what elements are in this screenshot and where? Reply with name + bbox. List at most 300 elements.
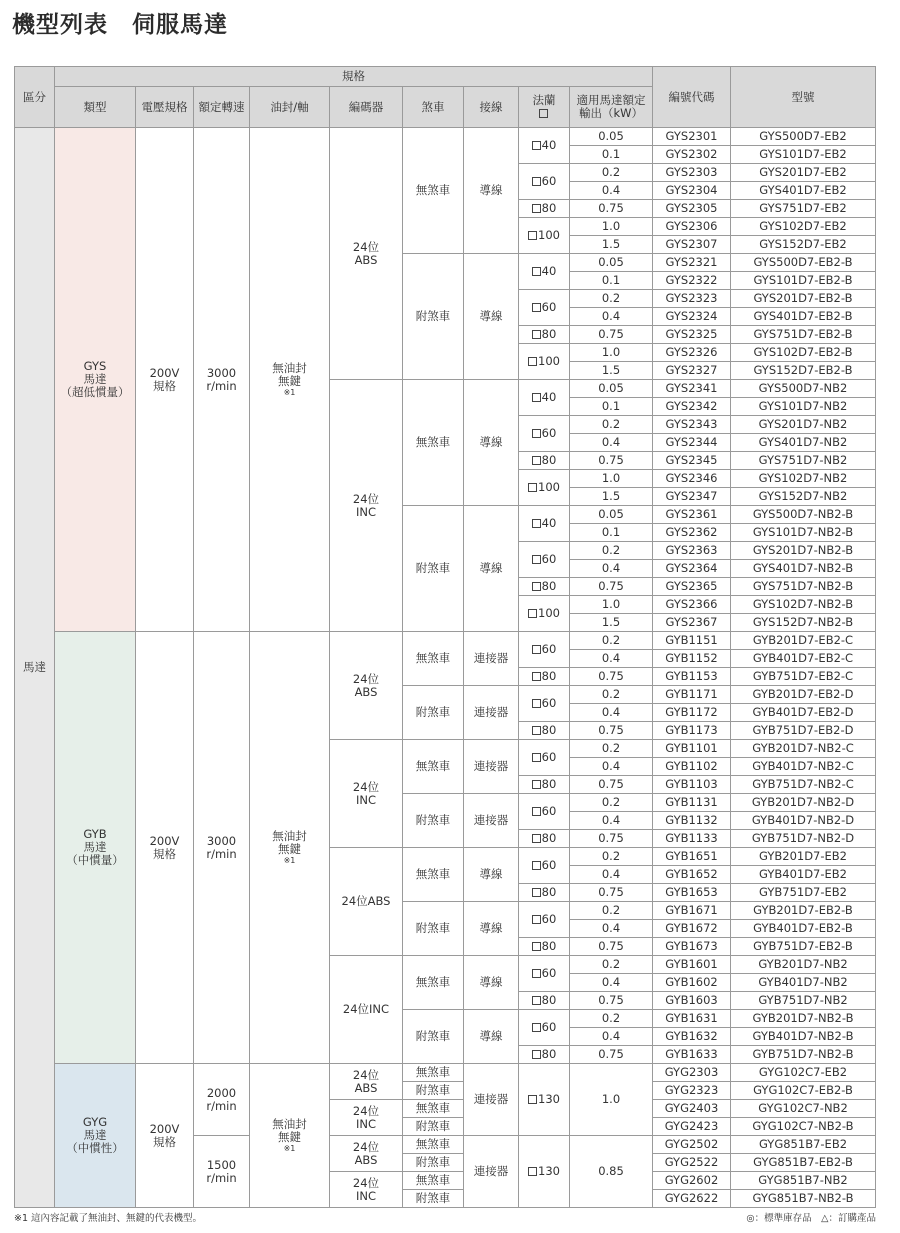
checkbox-square-icon — [532, 456, 541, 465]
oilseal-gys: 無油封 無鍵 ※1 — [250, 128, 330, 632]
code-cell: GYB1672 — [653, 920, 731, 938]
checkbox-square-icon — [532, 429, 541, 438]
model-cell: GYG102C7-NB2 — [731, 1100, 876, 1118]
checkbox-square-icon — [532, 267, 541, 276]
encoder-cell: 24位 INC — [330, 1172, 403, 1208]
header-code: 編號代碼 — [653, 67, 731, 128]
model-cell: GYS401D7-EB2-B — [731, 308, 876, 326]
code-cell: GYB1102 — [653, 758, 731, 776]
wiring-cell: 連接器 — [464, 794, 519, 848]
wiring-cell: 連接器 — [464, 740, 519, 794]
flange-cell: 60 — [519, 740, 570, 776]
checkbox-square-icon — [532, 177, 541, 186]
kw-cell: 0.4 — [570, 560, 653, 578]
flange-cell: 60 — [519, 794, 570, 830]
kw-cell: 0.4 — [570, 920, 653, 938]
checkbox-square-icon — [532, 834, 541, 843]
checkbox-square-icon — [532, 726, 541, 735]
model-cell: GYS152D7-EB2-B — [731, 362, 876, 380]
model-cell: GYS101D7-NB2-B — [731, 524, 876, 542]
header-wiring: 接線 — [464, 87, 519, 128]
model-cell: GYG851B7-EB2 — [731, 1136, 876, 1154]
checkbox-square-icon — [532, 753, 541, 762]
model-cell: GYB201D7-NB2-D — [731, 794, 876, 812]
code-cell: GYS2302 — [653, 146, 731, 164]
code-cell: GYB1133 — [653, 830, 731, 848]
code-cell: GYS2307 — [653, 236, 731, 254]
code-cell: GYG2323 — [653, 1082, 731, 1100]
wiring-cell: 導線 — [464, 1010, 519, 1064]
code-cell: GYS2362 — [653, 524, 731, 542]
model-cell: GYB751D7-NB2-C — [731, 776, 876, 794]
voltage-gyg: 200V 規格 — [136, 1064, 194, 1208]
brake-cell: 無煞車 — [403, 848, 464, 902]
kw-cell: 0.85 — [570, 1136, 653, 1208]
kw-cell: 0.1 — [570, 146, 653, 164]
model-cell: GYS201D7-NB2 — [731, 416, 876, 434]
brake-cell: 附煞車 — [403, 506, 464, 632]
model-cell: GYB401D7-NB2-B — [731, 1028, 876, 1046]
encoder-abs: 24位ABS — [330, 848, 403, 956]
flange-cell: 80 — [519, 776, 570, 794]
brake-cell: 無煞車 — [403, 740, 464, 794]
code-cell: GYG2602 — [653, 1172, 731, 1190]
flange-cell: 80 — [519, 938, 570, 956]
model-cell: GYB751D7-NB2 — [731, 992, 876, 1010]
code-cell: GYB1153 — [653, 668, 731, 686]
kw-cell: 0.4 — [570, 1028, 653, 1046]
header-type: 類型 — [55, 87, 136, 128]
brake-cell: 無煞車 — [403, 1100, 464, 1118]
model-cell: GYB401D7-EB2-D — [731, 704, 876, 722]
kw-cell: 0.05 — [570, 128, 653, 146]
wiring-cell: 連接器 — [464, 1136, 519, 1208]
code-cell: GYG2303 — [653, 1064, 731, 1082]
brake-cell: 附煞車 — [403, 902, 464, 956]
encoder-cell: 24位 ABS — [330, 1064, 403, 1100]
model-cell: GYS500D7-NB2 — [731, 380, 876, 398]
code-cell: GYS2323 — [653, 290, 731, 308]
table-row — [15, 1064, 876, 1082]
brake-cell: 附煞車 — [403, 254, 464, 380]
flange-cell: 60 — [519, 848, 570, 884]
checkbox-square-icon — [532, 861, 541, 870]
encoder-abs: 24位 ABS — [330, 632, 403, 740]
flange-cell: 80 — [519, 326, 570, 344]
kw-cell: 0.2 — [570, 794, 653, 812]
code-cell: GYG2403 — [653, 1100, 731, 1118]
checkbox-square-icon — [532, 915, 541, 924]
wiring-cell: 導線 — [464, 380, 519, 506]
model-cell: GYS401D7-NB2-B — [731, 560, 876, 578]
code-cell: GYB1651 — [653, 848, 731, 866]
wiring-cell: 導線 — [464, 848, 519, 902]
flange-cell: 60 — [519, 686, 570, 722]
model-cell: GYB751D7-EB2-B — [731, 938, 876, 956]
checkbox-square-icon — [532, 1050, 541, 1059]
brake-cell: 無煞車 — [403, 1172, 464, 1190]
model-cell: GYB201D7-EB2 — [731, 848, 876, 866]
voltage-gyb: 200V 規格 — [136, 632, 194, 1064]
kw-cell: 0.2 — [570, 740, 653, 758]
model-table — [14, 66, 876, 1208]
code-cell: GYS2345 — [653, 452, 731, 470]
kw-cell: 0.2 — [570, 290, 653, 308]
page-title: 機型列表 伺服馬達 — [12, 12, 228, 38]
kw-cell: 0.1 — [570, 272, 653, 290]
flange-cell: 80 — [519, 722, 570, 740]
model-cell: GYS102D7-EB2 — [731, 218, 876, 236]
kw-cell: 0.1 — [570, 524, 653, 542]
code-cell: GYS2341 — [653, 380, 731, 398]
kw-cell: 0.4 — [570, 308, 653, 326]
model-cell: GYS751D7-EB2 — [731, 200, 876, 218]
model-cell: GYS401D7-EB2 — [731, 182, 876, 200]
code-cell: GYS2327 — [653, 362, 731, 380]
checkbox-square-icon — [532, 1023, 541, 1032]
code-cell: GYS2363 — [653, 542, 731, 560]
checkbox-square-icon — [532, 141, 541, 150]
speed-gys: 3000 r/min — [194, 128, 250, 632]
kw-cell: 0.2 — [570, 542, 653, 560]
flange-cell: 60 — [519, 416, 570, 452]
code-cell: GYS2325 — [653, 326, 731, 344]
checkbox-square-icon — [532, 330, 541, 339]
code-cell: GYB1602 — [653, 974, 731, 992]
code-cell: GYB1631 — [653, 1010, 731, 1028]
checkbox-square-icon — [532, 519, 541, 528]
code-cell: GYB1131 — [653, 794, 731, 812]
type-gyg: GYG 馬達 （中慣性） — [55, 1064, 136, 1208]
kw-cell: 1.0 — [570, 218, 653, 236]
code-cell: GYS2366 — [653, 596, 731, 614]
kw-cell: 1.0 — [570, 1064, 653, 1136]
model-cell: GYS102D7-EB2-B — [731, 344, 876, 362]
checkbox-square-icon — [532, 807, 541, 816]
brake-cell: 無煞車 — [403, 128, 464, 254]
kw-cell: 0.75 — [570, 776, 653, 794]
code-cell: GYS2347 — [653, 488, 731, 506]
checkbox-square-icon — [532, 780, 541, 789]
code-cell: GYS2346 — [653, 470, 731, 488]
kw-cell: 0.75 — [570, 452, 653, 470]
brake-cell: 附煞車 — [403, 1154, 464, 1172]
code-cell: GYB1151 — [653, 632, 731, 650]
checkbox-square-icon — [532, 303, 541, 312]
code-cell: GYB1652 — [653, 866, 731, 884]
brake-cell: 無煞車 — [403, 1064, 464, 1082]
wiring-cell: 連接器 — [464, 686, 519, 740]
model-cell: GYS102D7-NB2 — [731, 470, 876, 488]
header-brake: 煞車 — [403, 87, 464, 128]
flange-cell: 80 — [519, 452, 570, 470]
flange-cell: 100 — [519, 596, 570, 632]
brake-cell: 附煞車 — [403, 1082, 464, 1100]
model-cell: GYB201D7-EB2-D — [731, 686, 876, 704]
brake-cell: 附煞車 — [403, 1010, 464, 1064]
type-gyb: GYB 馬達 （中慣量） — [55, 632, 136, 1064]
code-cell: GYB1132 — [653, 812, 731, 830]
flange-cell: 80 — [519, 884, 570, 902]
code-cell: GYG2502 — [653, 1136, 731, 1154]
code-cell: GYG2622 — [653, 1190, 731, 1208]
wiring-cell: 導線 — [464, 254, 519, 380]
flange-cell: 80 — [519, 578, 570, 596]
model-cell: GYS401D7-NB2 — [731, 434, 876, 452]
model-cell: GYB201D7-NB2-B — [731, 1010, 876, 1028]
checkbox-square-icon — [532, 393, 541, 402]
model-cell: GYB401D7-NB2-D — [731, 812, 876, 830]
code-cell: GYB1171 — [653, 686, 731, 704]
checkbox-square-icon — [532, 672, 541, 681]
wiring-cell: 導線 — [464, 506, 519, 632]
code-cell: GYB1632 — [653, 1028, 731, 1046]
kw-cell: 0.4 — [570, 974, 653, 992]
model-cell: GYS101D7-EB2-B — [731, 272, 876, 290]
code-cell: GYS2305 — [653, 200, 731, 218]
kw-cell: 0.75 — [570, 200, 653, 218]
model-cell: GYS101D7-NB2 — [731, 398, 876, 416]
model-cell: GYB751D7-EB2-C — [731, 668, 876, 686]
code-cell: GYB1101 — [653, 740, 731, 758]
checkbox-square-icon — [532, 996, 541, 1005]
checkbox-square-icon — [532, 942, 541, 951]
model-cell: GYB201D7-NB2 — [731, 956, 876, 974]
model-cell: GYB401D7-NB2 — [731, 974, 876, 992]
kw-cell: 1.0 — [570, 470, 653, 488]
model-cell: GYS152D7-EB2 — [731, 236, 876, 254]
kw-cell: 0.05 — [570, 506, 653, 524]
checkbox-square-icon — [532, 699, 541, 708]
brake-cell: 附煞車 — [403, 1118, 464, 1136]
brake-cell: 無煞車 — [403, 956, 464, 1010]
model-cell: GYG851B7-NB2 — [731, 1172, 876, 1190]
wiring-cell: 連接器 — [464, 1064, 519, 1136]
speed-gyg-1500: 1500 r/min — [194, 1136, 250, 1208]
kw-cell: 0.4 — [570, 812, 653, 830]
checkbox-square-icon — [528, 1167, 537, 1176]
flange-cell: 100 — [519, 344, 570, 380]
model-cell: GYB401D7-EB2-B — [731, 920, 876, 938]
model-cell: GYB401D7-EB2-C — [731, 650, 876, 668]
kw-cell: 0.05 — [570, 254, 653, 272]
model-cell: GYB751D7-NB2-B — [731, 1046, 876, 1064]
brake-cell: 附煞車 — [403, 1190, 464, 1208]
kw-cell: 1.5 — [570, 488, 653, 506]
brake-cell: 附煞車 — [403, 794, 464, 848]
code-cell: GYG2522 — [653, 1154, 731, 1172]
code-cell: GYS2344 — [653, 434, 731, 452]
code-cell: GYS2326 — [653, 344, 731, 362]
kw-cell: 0.75 — [570, 668, 653, 686]
code-cell: GYS2303 — [653, 164, 731, 182]
kw-cell: 0.4 — [570, 434, 653, 452]
model-cell: GYB201D7-NB2-C — [731, 740, 876, 758]
flange-cell: 100 — [519, 470, 570, 506]
code-cell: GYB1603 — [653, 992, 731, 1010]
checkbox-square-icon — [532, 204, 541, 213]
header-division: 區分 — [15, 67, 55, 128]
kw-cell: 0.75 — [570, 326, 653, 344]
model-cell: GYS500D7-NB2-B — [731, 506, 876, 524]
model-cell: GYS500D7-EB2 — [731, 128, 876, 146]
speed-gyg-2000: 2000 r/min — [194, 1064, 250, 1136]
flange-cell: 80 — [519, 830, 570, 848]
kw-cell: 0.2 — [570, 902, 653, 920]
code-cell: GYS2306 — [653, 218, 731, 236]
model-cell: GYG851B7-EB2-B — [731, 1154, 876, 1172]
flange-cell: 60 — [519, 542, 570, 578]
encoder-inc: 24位 INC — [330, 380, 403, 632]
kw-cell: 0.4 — [570, 182, 653, 200]
model-cell: GYS101D7-EB2 — [731, 146, 876, 164]
code-cell: GYS2361 — [653, 506, 731, 524]
kw-cell: 0.2 — [570, 848, 653, 866]
wiring-cell: 連接器 — [464, 632, 519, 686]
header-flange: 法蘭 — [519, 87, 570, 128]
code-cell: GYB1633 — [653, 1046, 731, 1064]
wiring-cell: 導線 — [464, 128, 519, 254]
checkbox-square-icon — [528, 483, 537, 492]
code-cell: GYS2365 — [653, 578, 731, 596]
kw-cell: 0.4 — [570, 704, 653, 722]
checkbox-square-icon — [532, 555, 541, 564]
code-cell: GYS2367 — [653, 614, 731, 632]
brake-cell: 無煞車 — [403, 1136, 464, 1154]
flange-cell: 60 — [519, 902, 570, 938]
model-cell: GYB401D7-EB2 — [731, 866, 876, 884]
model-cell: GYB201D7-EB2-C — [731, 632, 876, 650]
flange-cell: 80 — [519, 992, 570, 1010]
code-cell: GYB1601 — [653, 956, 731, 974]
flange-cell: 130 — [519, 1136, 570, 1208]
model-cell: GYG102C7-NB2-B — [731, 1118, 876, 1136]
kw-cell: 0.4 — [570, 866, 653, 884]
kw-cell: 1.5 — [570, 614, 653, 632]
code-cell: GYG2423 — [653, 1118, 731, 1136]
kw-cell: 0.2 — [570, 632, 653, 650]
type-gys: GYS 馬達 （超低慣量） — [55, 128, 136, 632]
code-cell: GYS2324 — [653, 308, 731, 326]
kw-cell: 0.75 — [570, 992, 653, 1010]
flange-cell: 80 — [519, 1046, 570, 1064]
model-cell: GYS500D7-EB2-B — [731, 254, 876, 272]
kw-cell: 1.5 — [570, 362, 653, 380]
flange-cell: 60 — [519, 290, 570, 326]
code-cell: GYS2342 — [653, 398, 731, 416]
table-row — [15, 128, 876, 146]
flange-cell: 80 — [519, 200, 570, 218]
division-motor: 馬達 — [15, 128, 55, 1208]
checkbox-square-icon — [528, 357, 537, 366]
code-cell: GYB1653 — [653, 884, 731, 902]
checkbox-square-icon — [532, 969, 541, 978]
code-cell: GYB1173 — [653, 722, 731, 740]
encoder-inc: 24位INC — [330, 956, 403, 1064]
kw-cell: 0.2 — [570, 164, 653, 182]
model-cell: GYB201D7-EB2-B — [731, 902, 876, 920]
kw-cell: 0.1 — [570, 398, 653, 416]
flange-cell: 60 — [519, 1010, 570, 1046]
code-cell: GYS2304 — [653, 182, 731, 200]
brake-cell: 附煞車 — [403, 686, 464, 740]
model-cell: GYB751D7-NB2-D — [731, 830, 876, 848]
flange-cell: 60 — [519, 632, 570, 668]
kw-cell: 1.0 — [570, 596, 653, 614]
model-cell: GYS201D7-EB2-B — [731, 290, 876, 308]
header-encoder: 編碼器 — [330, 87, 403, 128]
kw-cell: 0.2 — [570, 956, 653, 974]
oilseal-gyb: 無油封 無鍵 ※1 — [250, 632, 330, 1064]
header-speed: 額定轉速 — [194, 87, 250, 128]
model-cell: GYB751D7-EB2 — [731, 884, 876, 902]
flange-cell: 100 — [519, 218, 570, 254]
kw-cell: 0.2 — [570, 686, 653, 704]
code-cell: GYB1152 — [653, 650, 731, 668]
kw-cell: 1.0 — [570, 344, 653, 362]
flange-cell: 60 — [519, 956, 570, 992]
kw-cell: 0.75 — [570, 884, 653, 902]
flange-cell: 60 — [519, 164, 570, 200]
model-cell: GYS751D7-EB2-B — [731, 326, 876, 344]
flange-cell: 80 — [519, 668, 570, 686]
encoder-inc: 24位 INC — [330, 740, 403, 848]
header-oilseal: 油封/軸 — [250, 87, 330, 128]
voltage-gys: 200V 規格 — [136, 128, 194, 632]
checkbox-square-icon — [528, 609, 537, 618]
header-voltage: 電壓規格 — [136, 87, 194, 128]
speed-gyb: 3000 r/min — [194, 632, 250, 1064]
checkbox-square-icon — [528, 1095, 537, 1104]
kw-cell: 0.05 — [570, 380, 653, 398]
kw-cell: 0.2 — [570, 1010, 653, 1028]
legend-note: ◎：標準庫存品 △：訂購產品 — [746, 1213, 876, 1224]
checkbox-square-icon — [532, 645, 541, 654]
encoder-cell: 24位 INC — [330, 1100, 403, 1136]
code-cell: GYS2301 — [653, 128, 731, 146]
kw-cell: 0.75 — [570, 722, 653, 740]
kw-cell: 0.4 — [570, 650, 653, 668]
checkbox-square-icon — [539, 109, 548, 118]
kw-cell: 0.75 — [570, 1046, 653, 1064]
checkbox-square-icon — [532, 582, 541, 591]
model-cell: GYS751D7-NB2-B — [731, 578, 876, 596]
kw-cell: 0.2 — [570, 416, 653, 434]
model-cell: GYG102C7-EB2 — [731, 1064, 876, 1082]
encoder-cell: 24位 ABS — [330, 1136, 403, 1172]
model-cell: GYB751D7-EB2-D — [731, 722, 876, 740]
brake-cell: 無煞車 — [403, 632, 464, 686]
model-cell: GYS201D7-NB2-B — [731, 542, 876, 560]
flange-cell: 40 — [519, 128, 570, 164]
encoder-abs: 24位 ABS — [330, 128, 403, 380]
header-motor-kw: 適用馬達額定 輸出（kW） — [570, 87, 653, 128]
code-cell: GYB1673 — [653, 938, 731, 956]
checkbox-square-icon — [528, 231, 537, 240]
header-model: 型號 — [731, 67, 876, 128]
table-row — [15, 632, 876, 650]
brake-cell: 無煞車 — [403, 380, 464, 506]
code-cell: GYB1671 — [653, 902, 731, 920]
flange-cell: 40 — [519, 380, 570, 416]
code-cell: GYB1103 — [653, 776, 731, 794]
model-cell: GYS751D7-NB2 — [731, 452, 876, 470]
model-cell: GYS102D7-NB2-B — [731, 596, 876, 614]
code-cell: GYB1172 — [653, 704, 731, 722]
checkbox-square-icon — [532, 888, 541, 897]
model-cell: GYS201D7-EB2 — [731, 164, 876, 182]
model-cell: GYB401D7-NB2-C — [731, 758, 876, 776]
